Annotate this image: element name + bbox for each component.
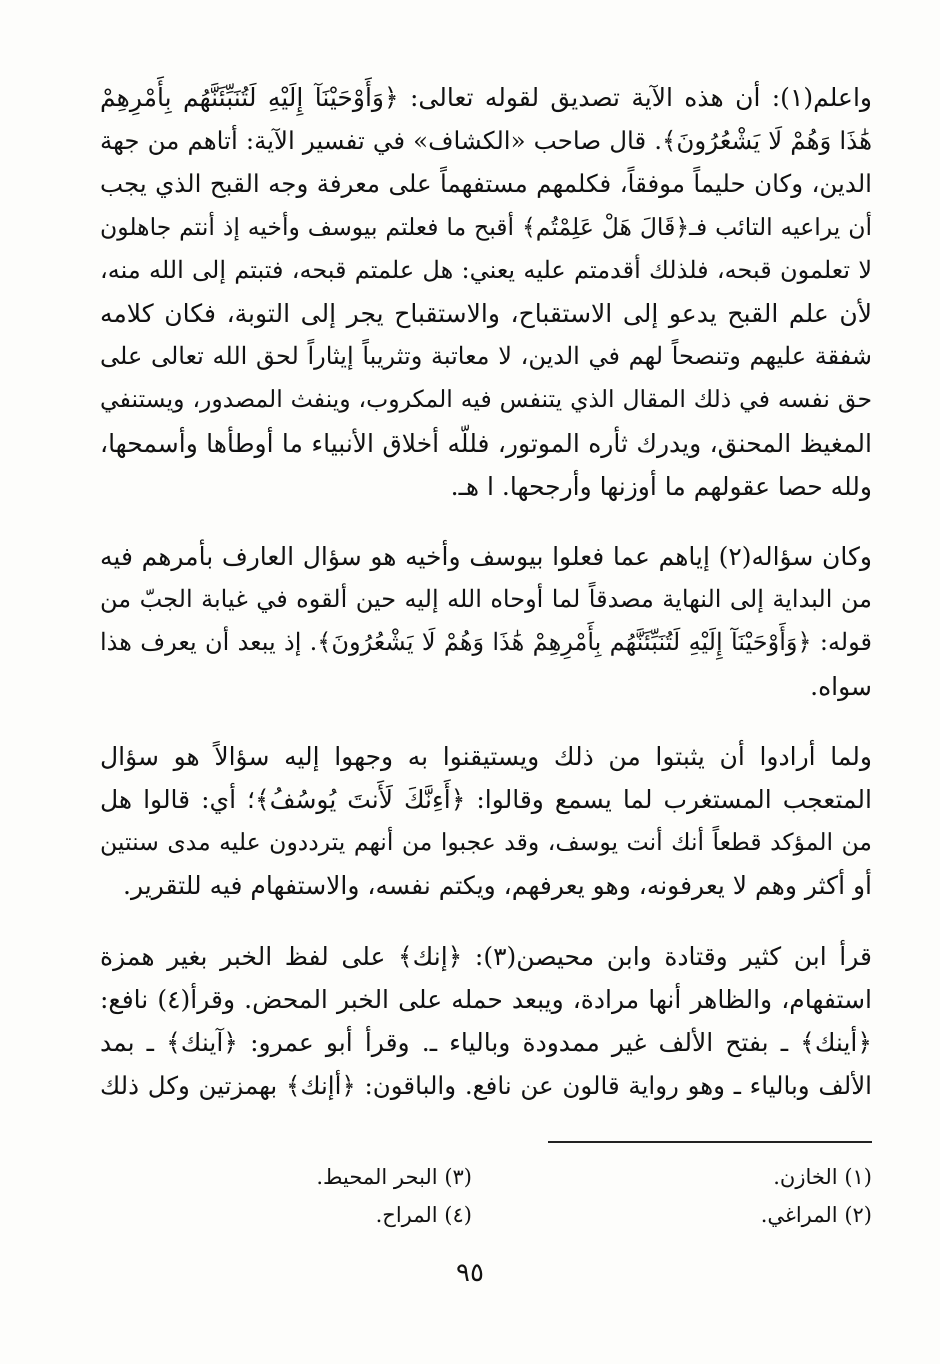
text-line: وكان سؤاله(٢) إياهم عما فعلوا بيوسف وأخيه هو سؤال العارف بأمرهم فيه: [100, 542, 872, 572]
text-line: قرأ ابن كثير وقتادة وابن محيصن(٣): ﴿إنك﴾ على لفظ الخبر بغير همزة: [100, 941, 873, 971]
paragraph-3: [100, 735, 872, 908]
footnote-1: (١) الخازن.: [773, 1165, 872, 1189]
text-line: من المؤكد قطعاً أنك أنت يوسف، وقد عجبوا من أنهم يترددون عليه مدى سنتين: [100, 828, 872, 857]
footnote-4: (٤) المراح.: [375, 1203, 472, 1227]
text-line: هَٰذَا وَهُمْ لَا يَشْعُرُونَ﴾. قال صاحب «الكشاف» في تفسير الآية: أتاهم من جهة: [100, 126, 872, 156]
text-line: الألف وبالياء ـ وهو رواية قالون عن نافع. والباقون: ﴿أإنك﴾ بهمزتين وكل ذلك: [100, 1071, 872, 1101]
text-line: ولما أرادوا أن يثبتوا من ذلك ويستيقنوا به وجهوا إليه سؤالاً هو سؤال: [100, 741, 872, 771]
text-line: حق نفسه في ذلك المقال الذي يتنفس فيه المكروب، وينفث المصدور، ويستنفي: [100, 385, 872, 414]
main-text: [100, 76, 872, 1107]
footnote-2: (٢) المراغي.: [760, 1203, 872, 1227]
text-line: سواه.: [810, 671, 872, 701]
page-number: ٩٥: [456, 1258, 484, 1288]
text-line: الدين، وكان حليماً موفقاً، فكلمهم مستفهماً على معرفة وجه القبح الذي يجب: [100, 169, 872, 199]
text-line: لا تعلمون قبحه، فلذلك أقدمتم عليه يعني: هل علمتم قبحه، فتبتم إلى الله منه،: [100, 255, 872, 284]
text-line: شفقة عليهم وتنصحاً لهم في الدين، لا معاتبة وتثريباً إيثاراً لحق الله تعالى على: [100, 342, 872, 371]
text-line: المغيظ المحنق، ويدرك ثأره الموتور، فللّه أخلاق الأنبياء ما أوطأها وأسمحها،: [100, 428, 872, 458]
text-line: أو أكثر وهم لا يعرفونه، وهو يعرفهم، ويكتم نفسه، والاستفهام فيه للتقرير.: [123, 871, 872, 901]
text-line: المتعجب المستغرب لما يسمع وقالوا: ﴿أَءِنَّكَ لَأَنتَ يُوسُفُ﴾؛ أي: قالوا هل: [100, 785, 872, 815]
text-line: ﴿أينك﴾ ـ بفتح الألف غير ممدودة وبالياء ـ. وقرأ أبو عمرو: ﴿آينك﴾ ـ بمد: [100, 1028, 872, 1058]
text-line: لأن علم القبح يدعو إلى الاستقباح، والاستقباح يجر إلى التوبة، فكان كلامه: [100, 299, 872, 329]
text-line: قوله: ﴿وَأَوْحَيْنَآ إِلَيْهِ لَتُنَبِّئَنَّهُم بِأَمْرِهِمْ هَٰذَا وَهُمْ لَا يَشْعُرُونَ﴾. إذ يبعد أن يعرف هذا: [100, 628, 872, 657]
paragraph-2: [100, 535, 872, 708]
paragraph-4: [100, 935, 872, 1108]
text-line: من البداية إلى النهاية مصدقاً لما أوحاه الله إليه حين ألقوه في غيابة الجبّ من: [100, 585, 872, 614]
text-line: أن يراعيه التائب فـ﴿قَالَ هَلْ عَلِمْتُم﴾ أقبح ما فعلتم بيوسف وأخيه إذ أنتم جاهلون: [100, 212, 872, 241]
text-line: ولله حصا عقولهم ما أوزنها وأرجحها. ا هـ.: [450, 471, 872, 501]
text-line: استفهام، والظاهر أنها مرادة، ويبعد حمله على الخبر المحض. وقرأ(٤) نافع:: [100, 984, 872, 1014]
footnote-3: (٣) البحر المحيط.: [316, 1165, 472, 1189]
footnote-divider: [548, 1141, 872, 1143]
text-line: واعلم(١): أن هذه الآية تصديق لقوله تعالى: ﴿وَأَوْحَيْنَآ إِلَيْهِ لَتُنَبِّئَنَّهُم بِأَمْرِهِمْ: [100, 83, 872, 112]
paragraph-1: [100, 76, 872, 508]
